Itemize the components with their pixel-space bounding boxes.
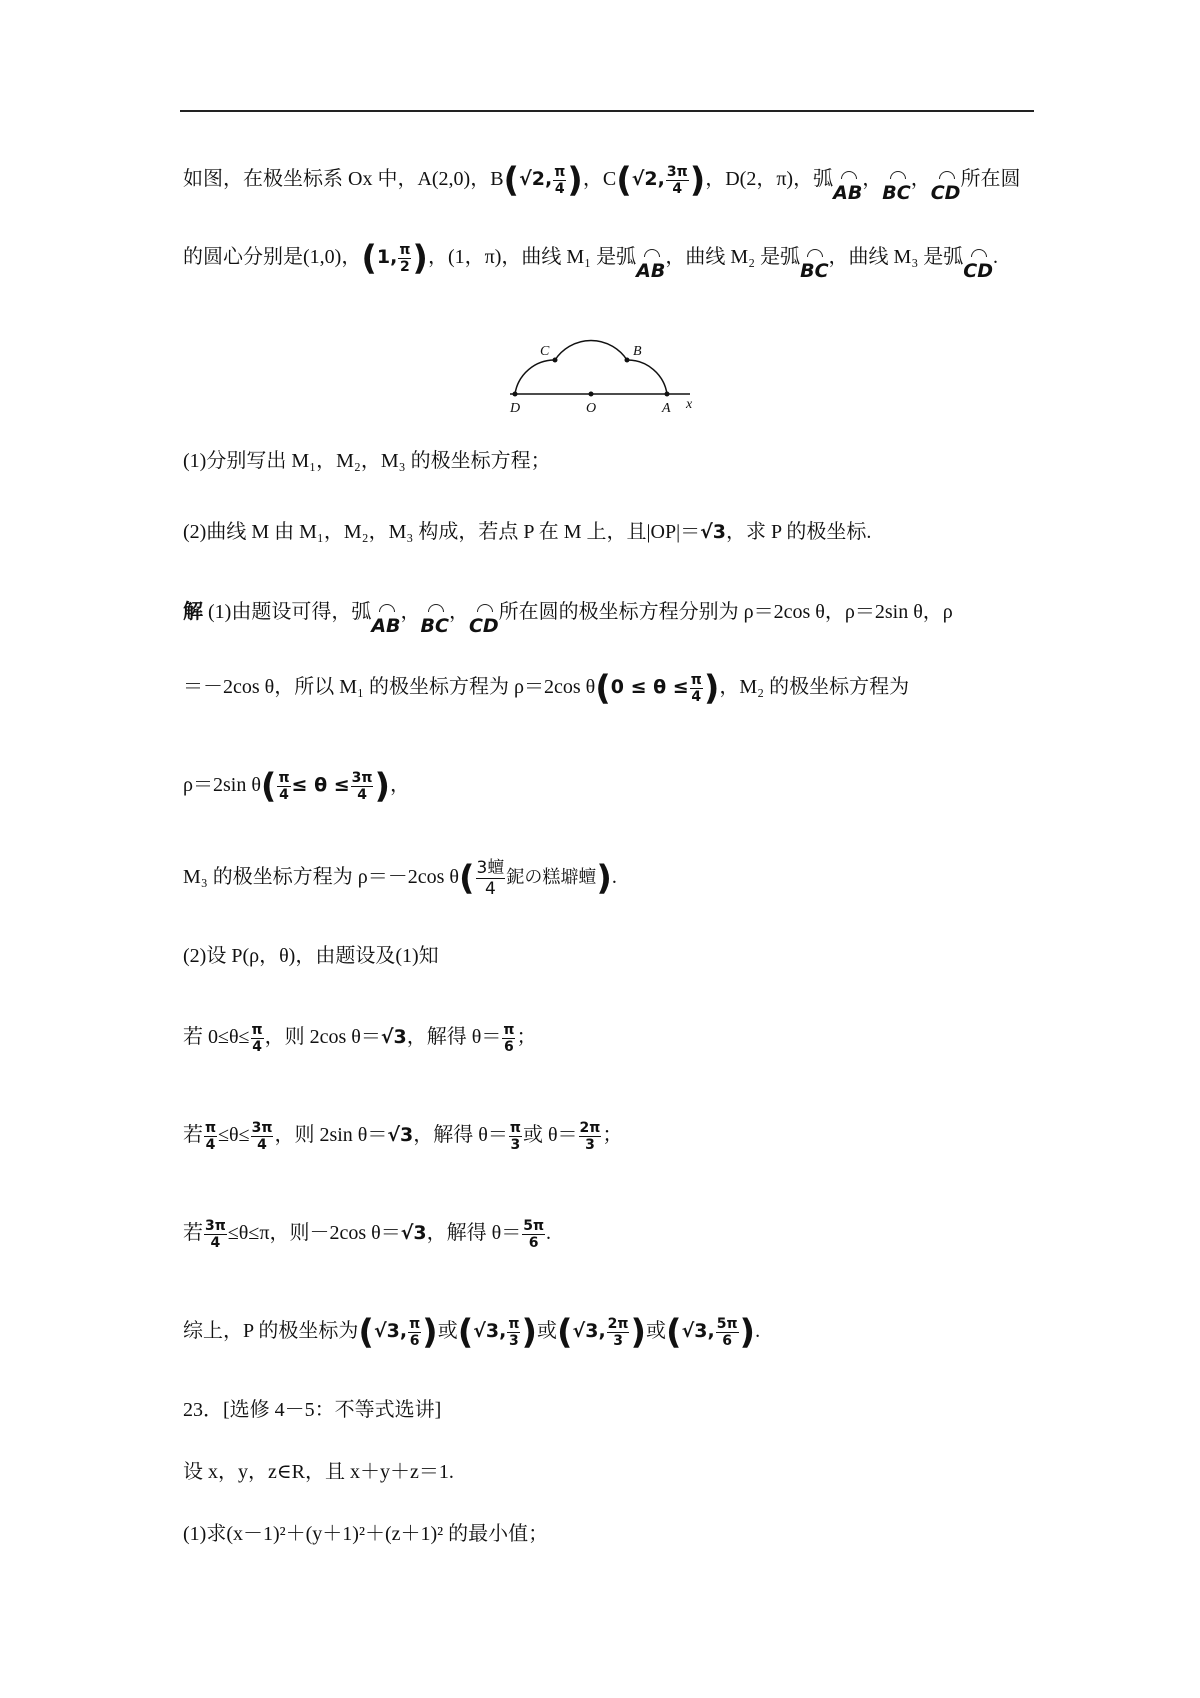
frac-pi-4: $\frac{\pi}{4}$	[554, 164, 566, 197]
intro-text-c: ，C	[582, 168, 617, 191]
solution-line-8: 若 $\frac{3\pi}{4}$ ≤θ≤π，则－2cos θ＝√3，解得 θ＝ $\frac{5\pi}{6}$ .	[183, 1218, 552, 1251]
label-c: C	[540, 344, 550, 359]
label-o: O	[586, 401, 597, 415]
solution-label: 解	[183, 601, 203, 623]
point-d	[513, 392, 518, 397]
solution-line-4: M₃ 的极坐标方程为 ρ＝－2cos θ( $\frac{\text{3蟺}}{4}$ 鈮の糕壀蟺).	[183, 858, 617, 899]
arc-cd-curve	[515, 360, 555, 394]
solution-line-6: 若 0≤θ≤ $\frac{\pi}{4}$ ，则 2cos θ＝√3，解得 θ＝ $\frac{\pi}{6}$ ；	[183, 1022, 537, 1055]
point-a	[665, 392, 670, 397]
solution-line-5: (2)设 P(ρ，θ)，由题设及(1)知	[183, 945, 439, 967]
arc-ab: AB	[833, 173, 862, 207]
next-problem-line-2: (1)求(x－1)²＋(y＋1)²＋(z＋1)² 的最小值；	[183, 1523, 549, 1545]
solution-line-2: ＝－2cos θ，所以 M₁ 的极坐标方程为 ρ＝2cos θ(0 ≤ θ ≤ $\frac{\pi}{4}$ )，M₂ 的极坐标方程为	[183, 668, 910, 709]
next-problem-title: 23．[选修 4－5：不等式选讲]	[183, 1399, 442, 1421]
intro-text: 如图，在极坐标系 Ox 中，A(2,0)，B	[183, 168, 504, 191]
frac-pi-2: $\frac{\pi}{2}$	[399, 242, 411, 275]
polar-figure	[500, 315, 710, 415]
sqrt2: √2	[519, 168, 545, 191]
label-a: A	[662, 401, 671, 415]
label-d: D	[510, 401, 521, 415]
next-problem-line-1: 设 x，y，z∈R，且 x＋y＋z＝1.	[183, 1461, 454, 1483]
problem-line-2: 的圆心分别是(1,0)，(1, $\frac{\pi}{2}$ )，(1，π)，曲线 M₁ 是弧AB，曲线 M₂ 是弧BC，曲线 M₃ 是弧CD.	[183, 242, 998, 285]
point-b	[625, 358, 630, 363]
point-o	[589, 392, 594, 397]
arc-bc-curve	[555, 341, 627, 360]
problem-line-1: 如图，在极坐标系 Ox 中，A(2,0)，B(√2, $\frac{\pi}{4}$ )，C(√2, $\frac{3\pi}{4}$ )，D(2，π)，弧AB，BC，CD所在圆	[183, 164, 1020, 207]
arc-ab-curve	[627, 360, 667, 394]
solution-line-1: 解 (1)由题设可得，弧AB，BC，CD所在圆的极坐标方程分别为 ρ＝2cos θ，ρ＝2sin θ，ρ	[183, 598, 953, 640]
arc-cd: CD	[931, 173, 961, 207]
top-rule	[180, 110, 1034, 112]
intro-text-d: ，D(2，π)，弧	[705, 168, 834, 191]
question-2: (2)曲线 M 由 M₁，M₂，M₃ 构成，若点 P 在 M 上，且|OP|＝√3，求 P 的极坐标.	[183, 521, 872, 543]
solution-line-7: 若 $\frac{\pi}{4}$ ≤θ≤ $\frac{3\pi}{4}$ ，则 2sin θ＝√3，解得 θ＝ $\frac{\pi}{3}$ 或 θ＝ $\frac{2\pi}{3}$ ；	[183, 1120, 623, 1153]
solution-line-9: 综上，P 的极坐标为(√3, $\frac{\pi}{6}$ )或(√3, $\frac{\pi}{3}$ )或(√3, $\frac{2\pi}{3}$ )或(√3, $\frac{5\pi}{6}$ ).	[183, 1312, 761, 1353]
question-1: (1)分别写出 M₁，M₂，M₃ 的极坐标方程；	[183, 450, 551, 472]
label-b: B	[633, 344, 642, 359]
frac-3pi-4: $\frac{3\pi}{4}$	[666, 164, 688, 197]
label-x: x	[686, 397, 693, 412]
point-c	[553, 358, 558, 363]
solution-line-3: ρ＝2sin θ( $\frac{\pi}{4}$ ≤ θ ≤ $\frac{3\pi}{4}$ )，	[183, 766, 411, 807]
arc-bc: BC	[882, 173, 910, 207]
